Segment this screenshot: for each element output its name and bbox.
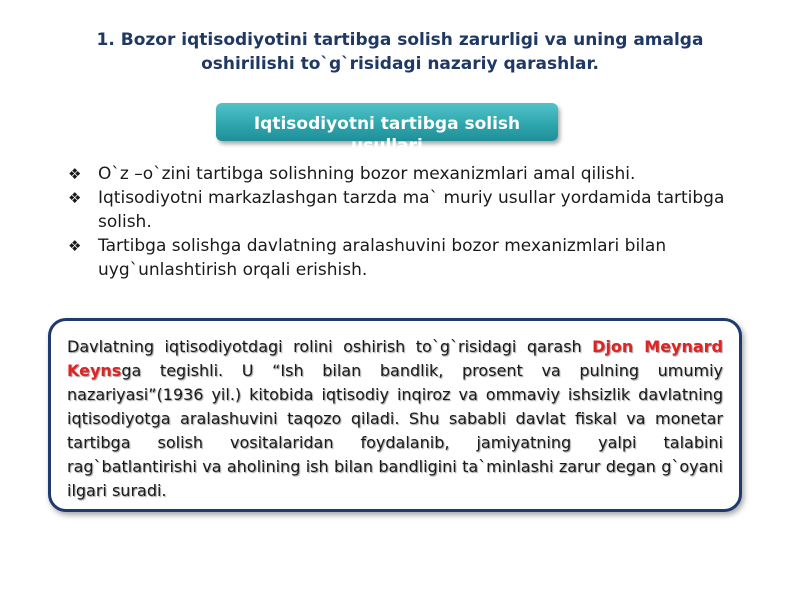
bullet-list: [66, 162, 746, 282]
list-item: [66, 162, 746, 186]
bullet-text: O`z –o`zini tartibga solishning bozor mexanizmlari amal qilishi.: [98, 164, 636, 184]
slide-title: [60, 28, 740, 76]
bullet-text: Iqtisodiyotni markazlashgan tarzda ma` muriy usullar yordamida tartibga solish.: [98, 188, 725, 232]
slide-title-line-1: 1. Bozor iqtisodiyotini tartibga solish zarurligi va uning amalga: [96, 30, 704, 50]
keynes-quote-text: [67, 335, 723, 503]
quote-text-start: Davlatning iqtisodiyotdagi rolini oshirish to`g`risidagi qarash: [67, 337, 593, 356]
list-item: [66, 234, 746, 282]
methods-banner: [216, 103, 558, 156]
slide-title-line-2: oshirilishi to`g`risidagi nazariy qarashlar.: [201, 54, 599, 74]
diamond-bullet-icon: ❖: [68, 165, 82, 183]
list-item: [66, 186, 746, 234]
quote-text-rest: ga tegishli. U “Ish bilan bandlik, prosent va pulning umumiy nazariyasi”(1936 yil.) kitobida iqtisodiy inqiroz va ommaviy ishsizlik davlatning iqtisodiyotga aralashuvini taqozo qiladi. Shu sababli davlat fiskal va monetar tartibga solish vositalaridan foydalanib, jamiyatning yalpi talabini rag`batlantirishi va aholining ish bilan bandligini ta`minlashi zarur degan g`oyani ilgari suradi.: [67, 361, 723, 500]
methods-banner-label: Iqtisodiyotni tartibga solish usullari: [253, 114, 521, 156]
diamond-bullet-icon: ❖: [68, 237, 82, 255]
diamond-bullet-icon: ❖: [68, 189, 82, 207]
author-name: Djon Meynard Keyns: [67, 337, 724, 380]
keynes-quote-box: [48, 318, 742, 512]
bullet-text: Tartibga solishga davlatning aralashuvini bozor mexanizmlari bilan uyg`unlashtirish orqali erishish.: [98, 236, 667, 280]
